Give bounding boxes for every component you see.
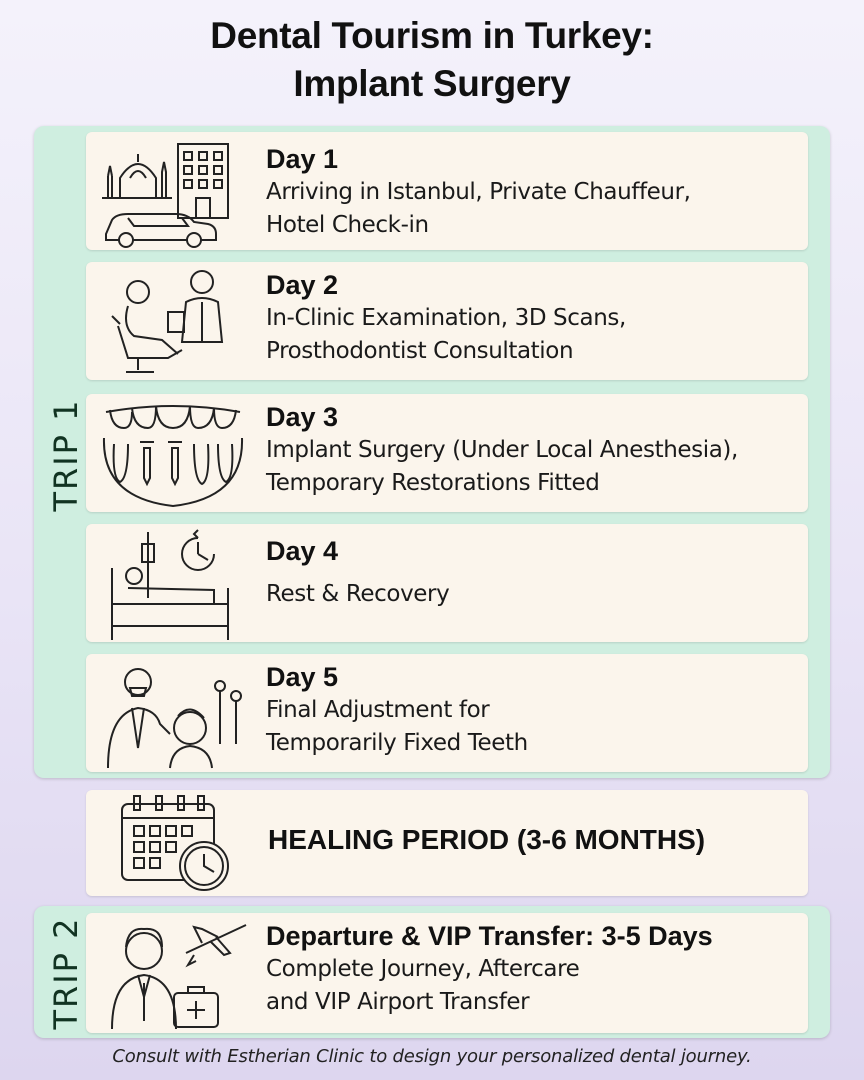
day-5-heading: Day 5 xyxy=(266,662,339,692)
footer-note: Consult with Estherian Clinic to design your personalized dental journey. xyxy=(112,1046,752,1067)
day-4-card xyxy=(86,524,808,642)
day-4-heading: Day 4 xyxy=(266,536,339,566)
day-5-card xyxy=(86,654,808,772)
title-line-2: Implant Surgery xyxy=(293,63,571,104)
day-5-desc-line-2: Temporarily Fixed Teeth xyxy=(266,730,528,756)
title-line-1: Dental Tourism in Turkey: xyxy=(210,15,654,56)
day-1-desc-line-2: Hotel Check-in xyxy=(266,212,429,238)
calendar-clock-icon xyxy=(118,792,238,894)
day-3-desc-line-2: Temporary Restorations Fitted xyxy=(266,470,600,496)
dental-consultation-icon xyxy=(98,266,248,378)
istanbul-hotel-car-icon xyxy=(98,136,248,248)
trip-1-label: TRIP 1 xyxy=(47,398,85,512)
day-2-heading: Day 2 xyxy=(266,270,339,300)
day-1-desc-line-1: Arriving in Istanbul, Private Chauffeur, xyxy=(266,179,691,205)
dentist-treating-patient-icon xyxy=(98,658,248,770)
healing-period-text: HEALING PERIOD (3-6 MONTHS) xyxy=(268,824,706,855)
day-5-desc-line-1: Final Adjustment for xyxy=(266,697,490,723)
trip-2-desc-line-1: Complete Journey, Aftercare xyxy=(266,956,580,982)
page-title xyxy=(0,12,864,108)
day-3-heading: Day 3 xyxy=(266,402,339,432)
day-2-desc-line-1: In-Clinic Examination, 3D Scans, xyxy=(266,305,626,331)
day-1-heading: Day 1 xyxy=(266,144,339,174)
hospital-bed-recovery-icon xyxy=(98,528,248,640)
trip-2-card xyxy=(86,913,808,1033)
day-3-desc-line-1: Implant Surgery (Under Local Anesthesia), xyxy=(266,437,738,463)
day-1-card xyxy=(86,132,808,250)
day-2-desc-line-2: Prosthodontist Consultation xyxy=(266,338,574,364)
trip-2-heading: Departure & VIP Transfer: 3-5 Days xyxy=(266,921,713,951)
day-4-desc-line-1: Rest & Recovery xyxy=(266,581,450,607)
day-3-card xyxy=(86,394,808,512)
dental-implant-icon xyxy=(98,398,248,510)
trip-2-desc-line-2: and VIP Airport Transfer xyxy=(266,989,530,1015)
trip-2-label: TRIP 2 xyxy=(47,916,85,1030)
doctor-airplane-medkit-icon xyxy=(98,917,248,1029)
healing-period-card xyxy=(86,790,808,896)
day-2-card xyxy=(86,262,808,380)
